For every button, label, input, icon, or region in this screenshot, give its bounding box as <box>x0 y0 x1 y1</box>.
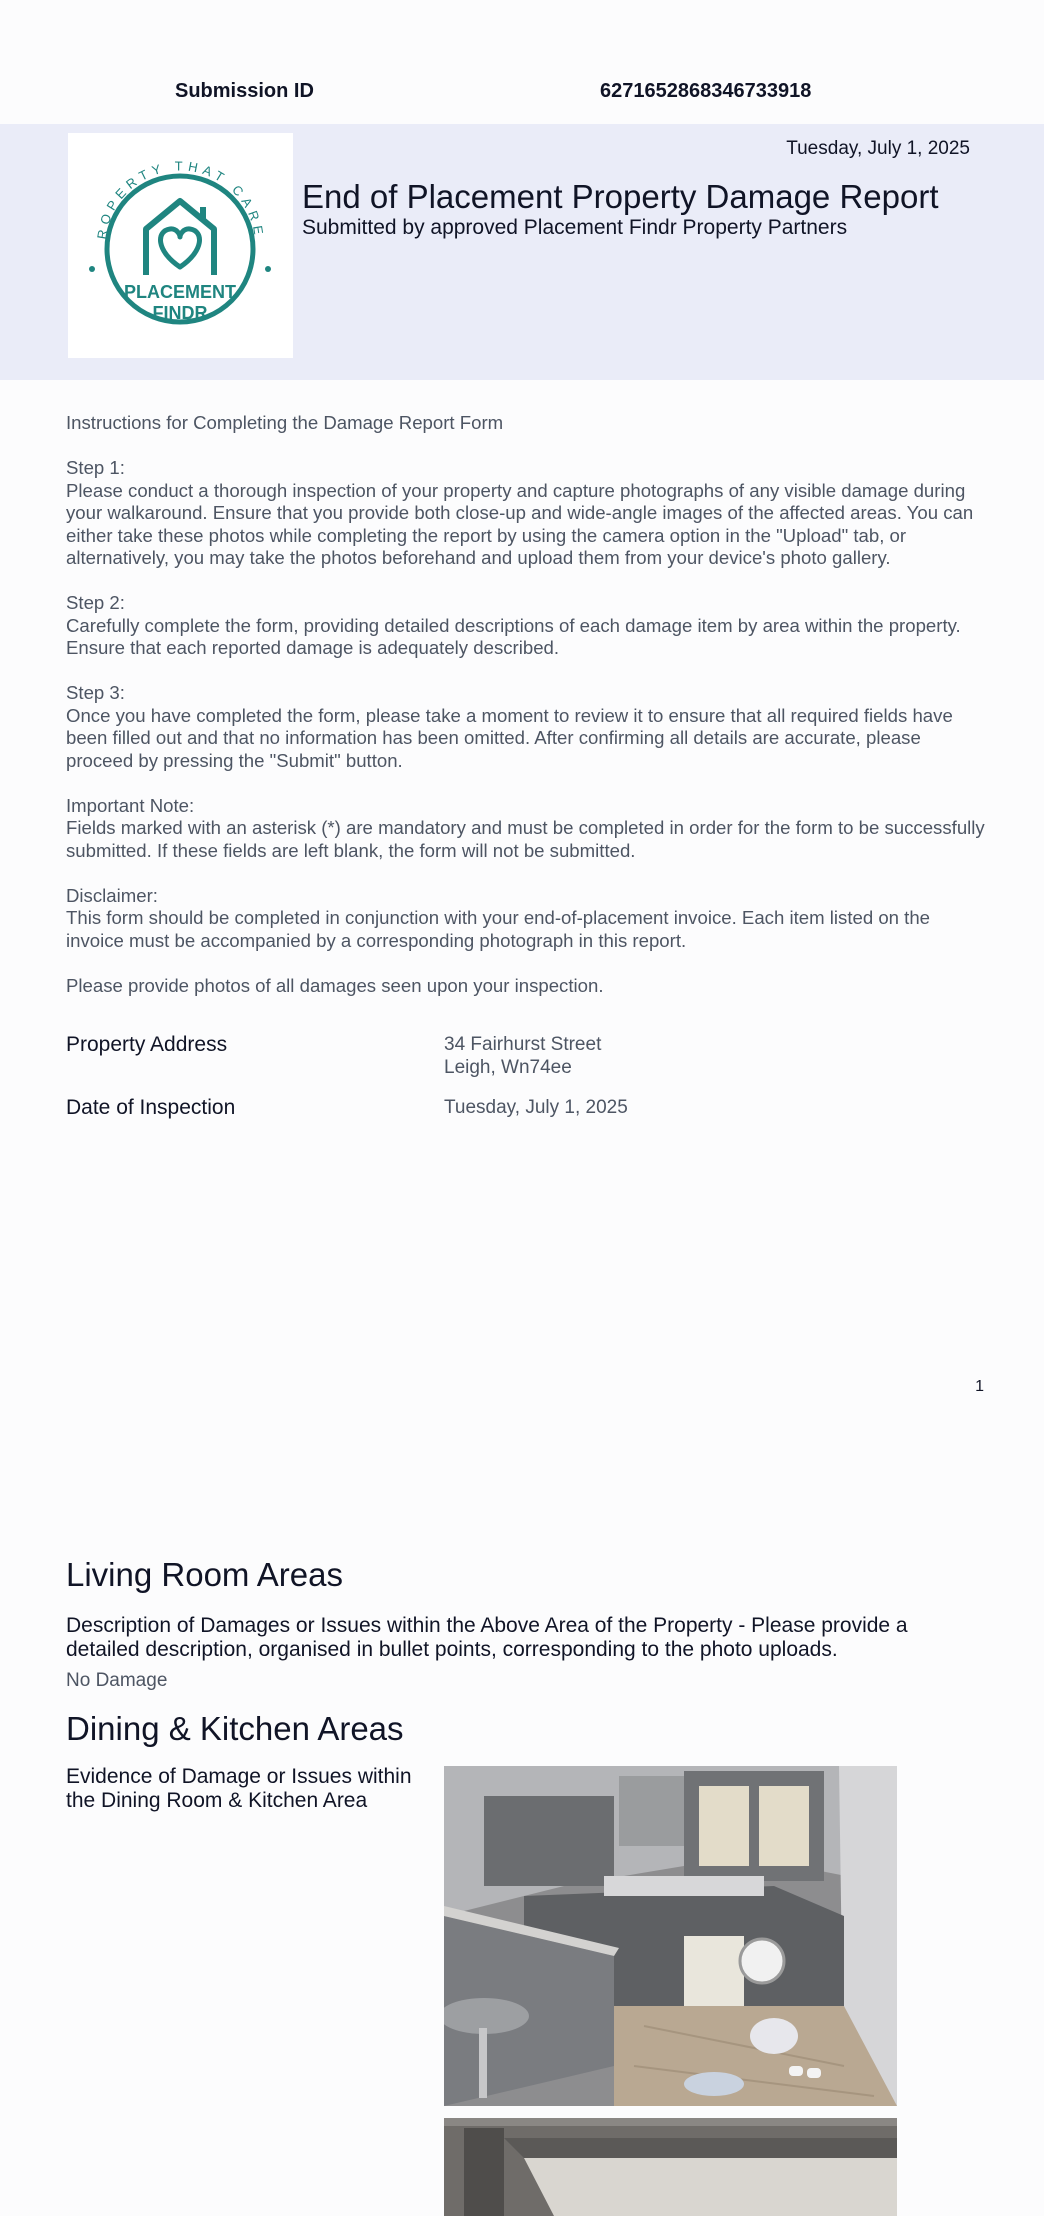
logo-line2: FINDR <box>152 303 208 323</box>
disclaimer-text: This form should be completed in conjunction with your end-of-placement invoice. Each item listed on the invoice must be accompanied by a corresponding photograph in this report. <box>66 907 931 951</box>
address-line1: 34 Fairhurst Street <box>444 1034 602 1055</box>
report-subtitle: Submitted by approved Placement Findr Property Partners <box>302 216 848 239</box>
kitchen-photo-2 <box>444 2118 897 2216</box>
page-number: 1 <box>975 1378 984 1395</box>
logo-line1: PLACEMENT <box>124 282 236 302</box>
step1-label: Step 1: <box>66 457 125 478</box>
kitchen-photo-1 <box>444 1766 897 2106</box>
step2-label: Step 2: <box>66 592 125 613</box>
living-room-heading: Living Room Areas <box>66 1556 343 1593</box>
step3-text: Once you have completed the form, please take a moment to review it to ensure that all required fields have been filled out and that no information has been omitted. After confirming all details are accurate, please proceed by pressing the "Submit" button. <box>66 704 953 771</box>
inspection-date-value: Tuesday, July 1, 2025 <box>444 1097 628 1118</box>
report-date: Tuesday, July 1, 2025 <box>786 138 970 159</box>
inspection-date-label: Date of Inspection <box>66 1096 236 1119</box>
report-title: End of Placement Property Damage Report <box>302 178 939 215</box>
logo-arc-text: ROPERTY THAT CARE <box>93 158 267 241</box>
report-header-banner <box>0 124 1044 380</box>
dining-kitchen-heading: Dining & Kitchen Areas <box>66 1710 404 1747</box>
step3-label: Step 3: <box>66 682 125 703</box>
living-room-description-value: No Damage <box>66 1670 168 1691</box>
submission-row <box>0 80 1044 110</box>
important-note-label: Important Note: <box>66 794 195 816</box>
step2-text: Carefully complete the form, providing detailed descriptions of each damage item by area within the property. Ensure that each reported damage is adequately described. <box>66 614 961 658</box>
disclaimer-label: Disclaimer: <box>66 884 158 906</box>
dining-evidence-label: Evidence of Damage or Issues within the Dining Room & Kitchen Area <box>66 1765 412 1812</box>
important-note-text: Fields marked with an asterisk (*) are mandatory and must be completed in order for the form to be successfully submitted. If these fields are left blank, the form will not be submitted. <box>66 817 985 861</box>
instructions-closing: Please provide photos of all damages seen upon your inspection. <box>66 974 604 996</box>
instructions-title: Instructions for Completing the Damage Report Form <box>66 412 504 433</box>
property-address-label: Property Address <box>66 1033 228 1056</box>
address-line2: Leigh, Wn74ee <box>444 1056 572 1078</box>
step1-text: Please conduct a thorough inspection of your property and capture photographs of any visible damage during your walkaround. Ensure that you provide both close-up and wide-angle images of the affected areas. You can either take these photos while completing the report by using the camera option in the "Upload" tab, or alternatively, you may take the photos beforehand and upload them from your device's photo gallery. <box>66 479 974 568</box>
submission-id-label: Submission ID <box>175 80 314 102</box>
living-room-description-label: Description of Damages or Issues within the Above Area of the Property - Please provide a detailed description, organised in bullet points, corresponding to the photo uploads. <box>66 1614 908 1661</box>
property-address-value <box>444 1034 601 1079</box>
placement-findr-logo <box>68 133 293 358</box>
instructions-block <box>66 412 986 997</box>
svg-text:PROPERTY THAT CARES <box>68 133 267 240</box>
submission-id-value: 6271652868346733918 <box>600 80 812 102</box>
